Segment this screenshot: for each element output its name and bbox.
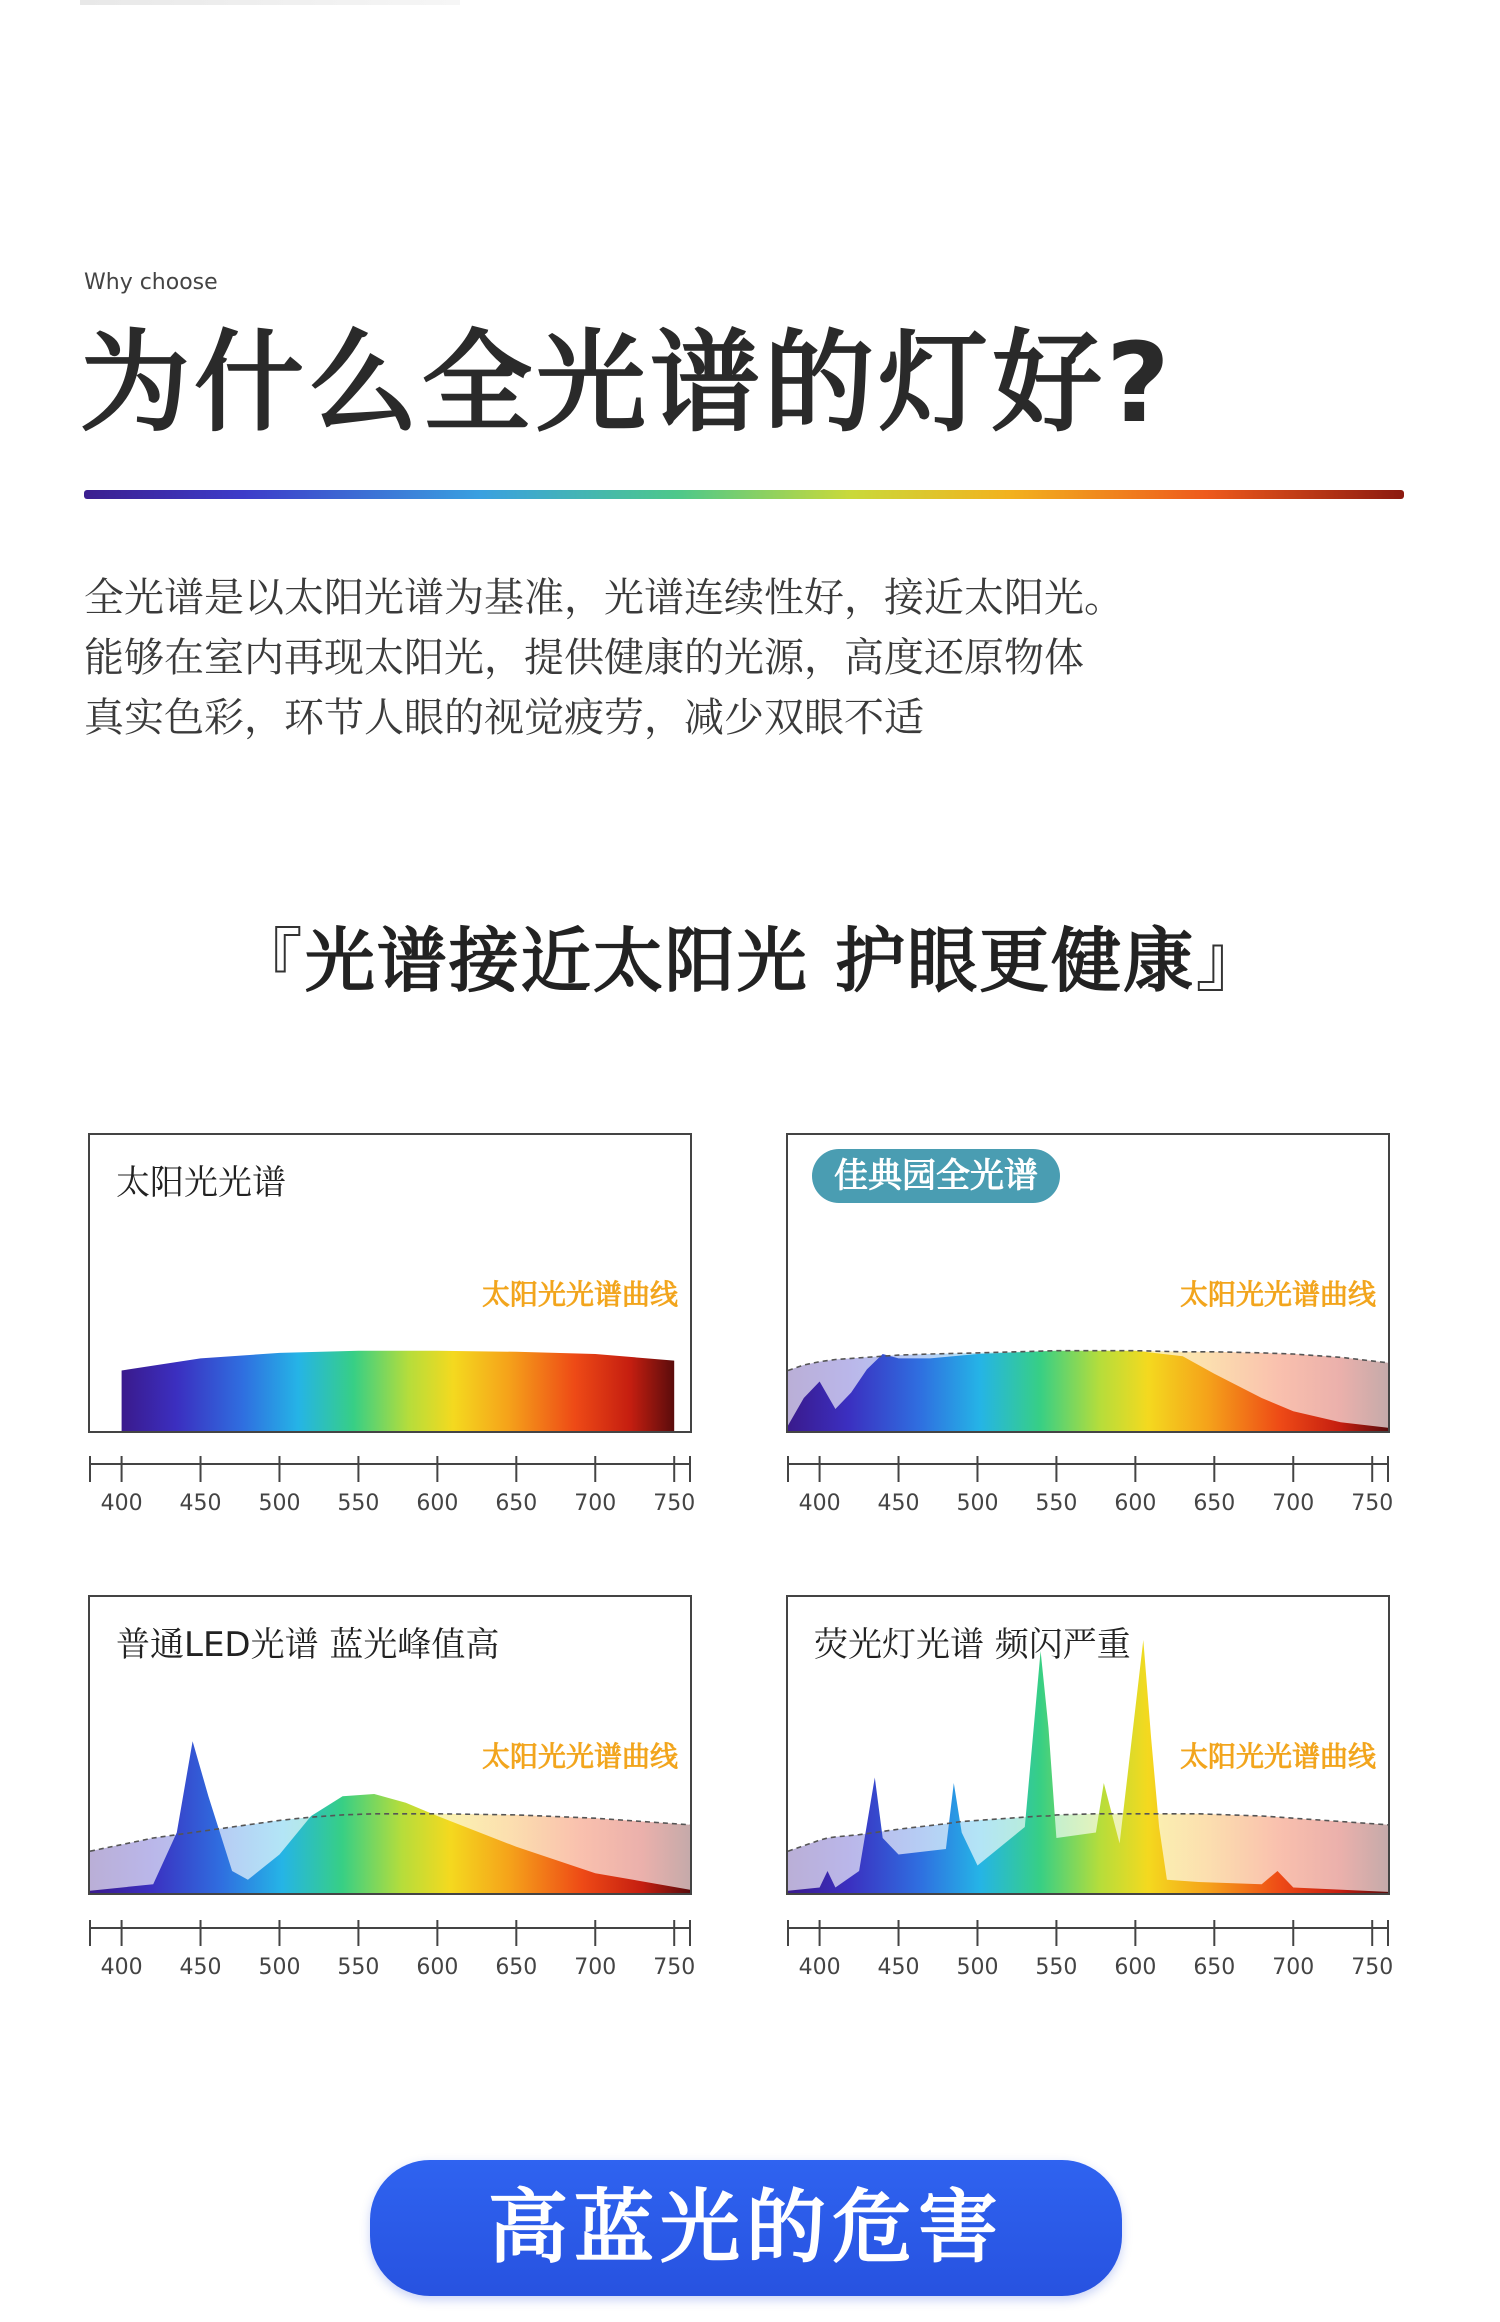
axis-tick-label: 600 [1114,1491,1157,1516]
axis-tick-label: 550 [337,1955,380,1980]
axis-tick-label: 650 [495,1955,538,1980]
axis-tick-label: 700 [574,1955,617,1980]
axis-tick-label: 750 [653,1955,696,1980]
x-axis [784,1920,1392,1980]
reference-curve-label: 太阳光光谱曲线 [1179,1278,1376,1311]
axis-tick-label: 550 [1035,1491,1078,1516]
axis-tick-label: 700 [1272,1491,1315,1516]
axis-tick-label: 500 [258,1955,301,1980]
x-axis [86,1920,694,1980]
axis-tick-label: 450 [877,1491,920,1516]
axis-tick-label: 650 [495,1491,538,1516]
chart-title: 太阳光光谱 [116,1163,286,1203]
chart-panel-fluorescent [786,1595,1390,1895]
axis-tick-label: 450 [179,1491,222,1516]
axis-tick-label: 550 [1035,1955,1078,1980]
axis-tick-label: 600 [416,1491,459,1516]
close-bracket: 』 [1195,920,1268,1002]
chart-title: 荧光灯光谱 频闪严重 [814,1625,1131,1665]
axis-tick-label: 750 [653,1491,696,1516]
reference-curve-label: 太阳光光谱曲线 [481,1740,678,1773]
axis-tick-label: 400 [100,1955,143,1980]
axis-tick-label: 750 [1351,1955,1394,1980]
reference-curve-label: 太阳光光谱曲线 [1179,1740,1376,1773]
open-bracket: 『 [232,920,305,1002]
axis-tick-label: 700 [574,1491,617,1516]
x-axis [86,1456,694,1516]
reference-curve-label: 太阳光光谱曲线 [481,1278,678,1311]
chart-panel-sunlight [88,1133,692,1433]
chart-title: 普通LED光谱 蓝光峰值高 [116,1625,500,1665]
brand-badge: 佳典园全光谱 [812,1149,1060,1203]
chart-panel-led [88,1595,692,1895]
axis-tick-label: 400 [798,1955,841,1980]
intro-line: 能够在室内再现太阳光，提供健康的光源，高度还原物体 [84,635,1084,681]
axis-tick-label: 600 [416,1955,459,1980]
axis-tick-label: 450 [877,1955,920,1980]
axis-tick-label: 400 [100,1491,143,1516]
chart-panel-full-spectrum [786,1133,1390,1433]
x-axis [784,1456,1392,1516]
section-title-text: 光谱接近太阳光 护眼更健康 [304,920,1196,1002]
axis-tick-label: 650 [1193,1491,1236,1516]
intro-paragraph [84,568,1124,748]
axis-tick-label: 450 [179,1955,222,1980]
axis-tick-label: 750 [1351,1491,1394,1516]
intro-line: 全光谱是以太阳光谱为基准，光谱连续性好，接近太阳光。 [84,575,1124,621]
top-divider [80,0,460,5]
eyebrow-text: Why choose [84,270,218,295]
page-headline: 为什么全光谱的灯好? [80,319,1174,447]
axis-tick-label: 500 [956,1491,999,1516]
axis-tick-label: 700 [1272,1955,1315,1980]
rainbow-divider [84,490,1404,499]
high-blue-light-button[interactable]: 高蓝光的危害 [370,2160,1122,2296]
section-title [0,905,1500,1006]
axis-tick-label: 650 [1193,1955,1236,1980]
axis-tick-label: 400 [798,1491,841,1516]
axis-tick-label: 500 [956,1955,999,1980]
intro-line: 真实色彩，环节人眼的视觉疲劳，减少双眼不适 [84,695,924,741]
axis-tick-label: 550 [337,1491,380,1516]
axis-tick-label: 600 [1114,1955,1157,1980]
axis-tick-label: 500 [258,1491,301,1516]
